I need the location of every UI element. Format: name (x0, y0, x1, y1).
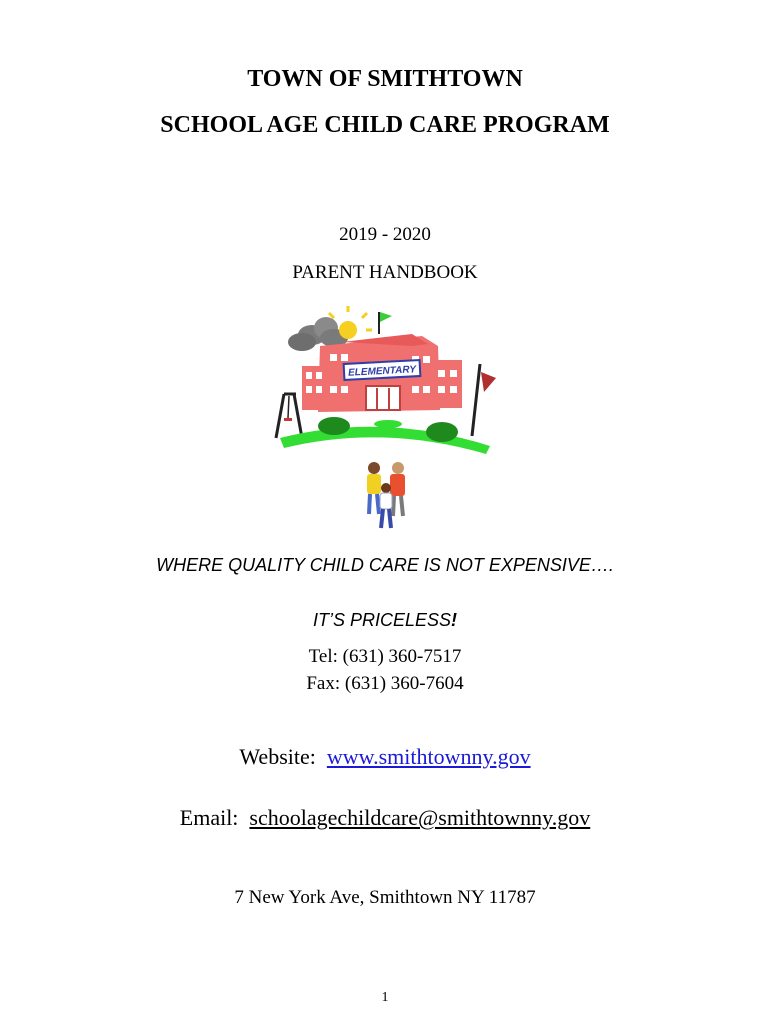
tagline-line-2 (0, 610, 770, 631)
child-middle (380, 483, 392, 528)
grass-lawn (280, 427, 490, 454)
email-label: Email: (179, 805, 239, 830)
title-line-2: SCHOOL AGE CHILD CARE PROGRAM (160, 112, 610, 138)
roof-flag-icon (379, 312, 392, 334)
title-line-1: TOWN OF SMITHTOWN (247, 66, 523, 92)
website-label: Website: (239, 744, 316, 769)
tagline-line-1: WHERE QUALITY CHILD CARE IS NOT EXPENSIVE…. (156, 555, 614, 575)
elementary-school-illustration (262, 300, 502, 460)
children-illustration (358, 458, 414, 530)
handbook-name: PARENT HANDBOOK (292, 262, 478, 283)
website-line (0, 744, 770, 770)
fax-number: Fax: (631) 360-7604 (306, 673, 464, 694)
school-building (302, 334, 462, 412)
swing-set-icon (276, 394, 302, 438)
page-number: 1 (381, 990, 389, 1005)
handbook-years: 2019 - 2020 (339, 224, 431, 245)
school-sign-text: ELEMENTARY (347, 364, 417, 379)
email-line (0, 805, 770, 831)
tagline-exclamation: ! (451, 610, 458, 630)
tagline-priceless: IT’S PRICELESS (312, 610, 452, 630)
email-link[interactable]: schoolagechildcare@smithtownny.gov (249, 805, 591, 830)
child-right (390, 462, 405, 516)
bush-left (318, 417, 350, 435)
telephone-number: Tel: (631) 360-7517 (308, 646, 462, 667)
flagpole-icon (472, 364, 496, 436)
child-left (367, 462, 381, 514)
website-link[interactable]: www.smithtownny.gov (326, 744, 531, 769)
street-address: 7 New York Ave, Smithtown NY 11787 (234, 887, 536, 908)
bush-right (426, 422, 458, 442)
